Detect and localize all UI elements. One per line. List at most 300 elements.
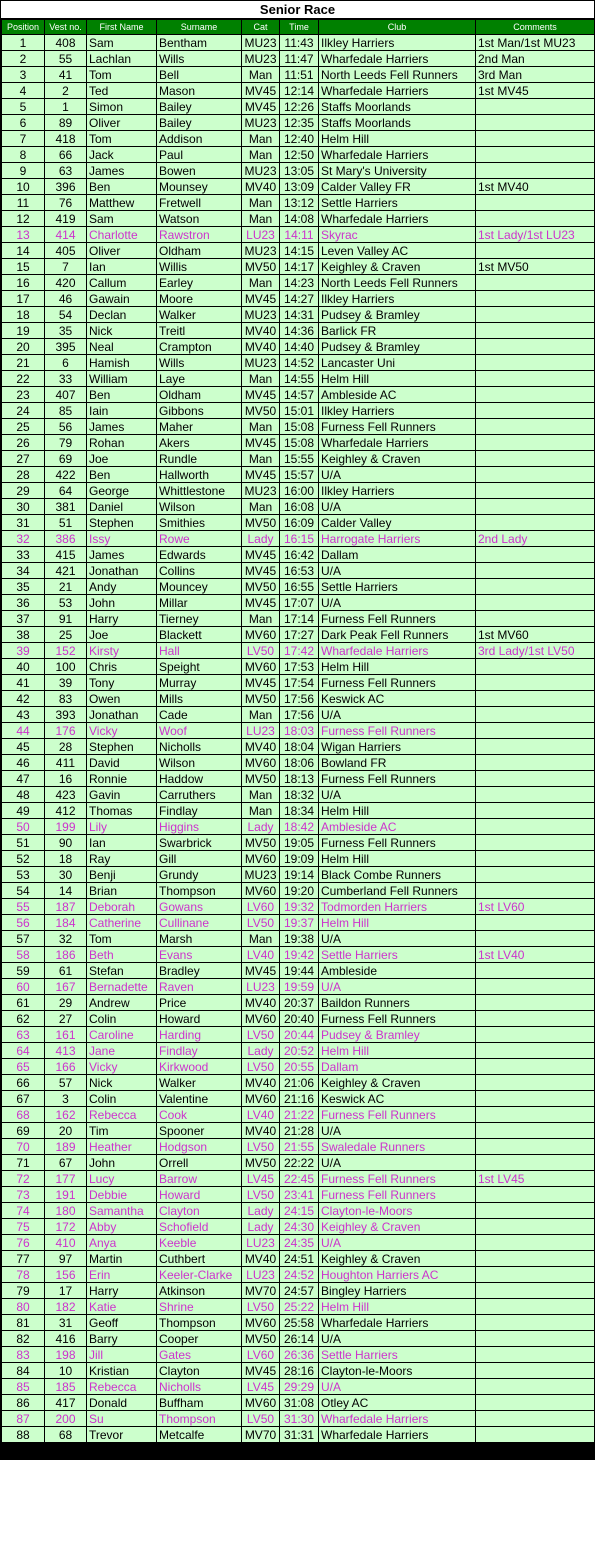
time-cell: 24:30 — [280, 1219, 319, 1235]
first-name-cell: Nick — [87, 323, 157, 339]
table-row — [2, 1219, 595, 1235]
surname-cell: Addison — [157, 131, 242, 147]
vest-no-cell: 416 — [45, 1331, 87, 1347]
comments-cell — [476, 1187, 595, 1203]
cat-cell: MV45 — [242, 1363, 280, 1379]
table-row — [2, 883, 595, 899]
club-cell: Dallam — [319, 547, 476, 563]
vest-no-cell: 57 — [45, 1075, 87, 1091]
position-cell: 60 — [2, 979, 45, 995]
position-cell: 13 — [2, 227, 45, 243]
club-cell: U/A — [319, 707, 476, 723]
first-name-cell: Tom — [87, 931, 157, 947]
time-cell: 18:13 — [280, 771, 319, 787]
surname-cell: Murray — [157, 675, 242, 691]
position-cell: 50 — [2, 819, 45, 835]
surname-cell: Crampton — [157, 339, 242, 355]
cat-cell: LV60 — [242, 899, 280, 915]
table-row — [2, 707, 595, 723]
surname-cell: Walker — [157, 307, 242, 323]
table-row — [2, 307, 595, 323]
vest-no-cell: 200 — [45, 1411, 87, 1427]
comments-cell — [476, 659, 595, 675]
position-cell: 56 — [2, 915, 45, 931]
table-row — [2, 35, 595, 51]
position-cell: 67 — [2, 1091, 45, 1107]
surname-cell: Collins — [157, 563, 242, 579]
first-name-cell: Gavin — [87, 787, 157, 803]
surname-cell: Thompson — [157, 1315, 242, 1331]
vest-no-cell: 21 — [45, 579, 87, 595]
position-cell: 42 — [2, 691, 45, 707]
surname-cell: Bailey — [157, 99, 242, 115]
time-cell: 18:32 — [280, 787, 319, 803]
comments-cell — [476, 819, 595, 835]
cat-cell: LU23 — [242, 1235, 280, 1251]
comments-cell — [476, 883, 595, 899]
surname-cell: Howard — [157, 1011, 242, 1027]
club-cell: Settle Harriers — [319, 1347, 476, 1363]
time-cell: 19:09 — [280, 851, 319, 867]
time-cell: 11:43 — [280, 35, 319, 51]
first-name-cell: Lucy — [87, 1171, 157, 1187]
comments-cell — [476, 963, 595, 979]
vest-no-cell: 408 — [45, 35, 87, 51]
time-cell: 14:36 — [280, 323, 319, 339]
club-cell: Helm Hill — [319, 1043, 476, 1059]
club-cell: Harrogate Harriers — [319, 531, 476, 547]
comments-cell — [476, 435, 595, 451]
vest-no-cell: 89 — [45, 115, 87, 131]
vest-no-cell: 69 — [45, 451, 87, 467]
position-cell: 44 — [2, 723, 45, 739]
comments-cell — [476, 931, 595, 947]
club-cell: Bingley Harriers — [319, 1283, 476, 1299]
column-header-vest-no: Vest no. — [45, 20, 87, 35]
surname-cell: Clayton — [157, 1363, 242, 1379]
time-cell: 13:12 — [280, 195, 319, 211]
vest-no-cell: 83 — [45, 691, 87, 707]
club-cell: Staffs Moorlands — [319, 99, 476, 115]
vest-no-cell: 10 — [45, 1363, 87, 1379]
club-cell: North Leeds Fell Runners — [319, 275, 476, 291]
position-cell: 52 — [2, 851, 45, 867]
club-cell: Wigan Harriers — [319, 739, 476, 755]
time-cell: 19:14 — [280, 867, 319, 883]
comments-cell — [476, 787, 595, 803]
cat-cell: MV45 — [242, 963, 280, 979]
vest-no-cell: 166 — [45, 1059, 87, 1075]
table-row — [2, 803, 595, 819]
comments-cell — [476, 1267, 595, 1283]
cat-cell: LV40 — [242, 1107, 280, 1123]
comments-cell — [476, 1219, 595, 1235]
first-name-cell: John — [87, 595, 157, 611]
time-cell: 19:44 — [280, 963, 319, 979]
vest-no-cell: 85 — [45, 403, 87, 419]
position-cell: 27 — [2, 451, 45, 467]
comments-cell — [476, 547, 595, 563]
vest-no-cell: 420 — [45, 275, 87, 291]
position-cell: 26 — [2, 435, 45, 451]
cat-cell: LV60 — [242, 1347, 280, 1363]
club-cell: Ilkley Harriers — [319, 403, 476, 419]
cat-cell: LV50 — [242, 1059, 280, 1075]
club-cell: U/A — [319, 499, 476, 515]
position-cell: 69 — [2, 1123, 45, 1139]
time-cell: 12:50 — [280, 147, 319, 163]
vest-no-cell: 3 — [45, 1091, 87, 1107]
position-cell: 84 — [2, 1363, 45, 1379]
vest-no-cell: 54 — [45, 307, 87, 323]
position-cell: 48 — [2, 787, 45, 803]
comments-cell: 1st LV40 — [476, 947, 595, 963]
club-cell: Keighley & Craven — [319, 1219, 476, 1235]
club-cell: Helm Hill — [319, 851, 476, 867]
club-cell: Settle Harriers — [319, 579, 476, 595]
footer-bar — [1, 1443, 594, 1459]
club-cell: Helm Hill — [319, 371, 476, 387]
first-name-cell: Donald — [87, 1395, 157, 1411]
table-row — [2, 67, 595, 83]
table-row — [2, 483, 595, 499]
surname-cell: Cuthbert — [157, 1251, 242, 1267]
cat-cell: MU23 — [242, 35, 280, 51]
surname-cell: Findlay — [157, 803, 242, 819]
position-cell: 53 — [2, 867, 45, 883]
table-row — [2, 227, 595, 243]
column-header-comments: Comments — [476, 20, 595, 35]
table-row — [2, 1059, 595, 1075]
club-cell: U/A — [319, 787, 476, 803]
position-cell: 70 — [2, 1139, 45, 1155]
club-cell: U/A — [319, 931, 476, 947]
time-cell: 31:08 — [280, 1395, 319, 1411]
position-cell: 25 — [2, 419, 45, 435]
cat-cell: MV40 — [242, 739, 280, 755]
club-cell: U/A — [319, 563, 476, 579]
club-cell: U/A — [319, 1155, 476, 1171]
comments-cell — [476, 115, 595, 131]
time-cell: 16:00 — [280, 483, 319, 499]
cat-cell: Man — [242, 195, 280, 211]
cat-cell: MV45 — [242, 387, 280, 403]
club-cell: Skyrac — [319, 227, 476, 243]
position-cell: 15 — [2, 259, 45, 275]
club-cell: Ambleside AC — [319, 387, 476, 403]
time-cell: 19:59 — [280, 979, 319, 995]
cat-cell: MV40 — [242, 339, 280, 355]
time-cell: 23:41 — [280, 1187, 319, 1203]
surname-cell: Rawstron — [157, 227, 242, 243]
table-row — [2, 1043, 595, 1059]
first-name-cell: Oliver — [87, 243, 157, 259]
time-cell: 17:56 — [280, 691, 319, 707]
vest-no-cell: 189 — [45, 1139, 87, 1155]
club-cell: U/A — [319, 1379, 476, 1395]
time-cell: 17:42 — [280, 643, 319, 659]
vest-no-cell: 418 — [45, 131, 87, 147]
table-row — [2, 435, 595, 451]
position-cell: 63 — [2, 1027, 45, 1043]
time-cell: 29:29 — [280, 1379, 319, 1395]
vest-no-cell: 411 — [45, 755, 87, 771]
comments-cell — [476, 275, 595, 291]
club-cell: North Leeds Fell Runners — [319, 67, 476, 83]
cat-cell: MV40 — [242, 323, 280, 339]
comments-cell — [476, 611, 595, 627]
cat-cell: Man — [242, 451, 280, 467]
table-row — [2, 1251, 595, 1267]
time-cell: 21:06 — [280, 1075, 319, 1091]
position-cell: 51 — [2, 835, 45, 851]
table-row — [2, 547, 595, 563]
first-name-cell: Trevor — [87, 1427, 157, 1443]
surname-cell: Mouncey — [157, 579, 242, 595]
surname-cell: Haddow — [157, 771, 242, 787]
cat-cell: Man — [242, 211, 280, 227]
time-cell: 22:22 — [280, 1155, 319, 1171]
cat-cell: Man — [242, 707, 280, 723]
vest-no-cell: 25 — [45, 627, 87, 643]
position-cell: 23 — [2, 387, 45, 403]
first-name-cell: Tony — [87, 675, 157, 691]
surname-cell: Whittlestone — [157, 483, 242, 499]
first-name-cell: Deborah — [87, 899, 157, 915]
cat-cell: Man — [242, 275, 280, 291]
club-cell: Ambleside AC — [319, 819, 476, 835]
position-cell: 33 — [2, 547, 45, 563]
club-cell: Baildon Runners — [319, 995, 476, 1011]
table-row — [2, 1299, 595, 1315]
club-cell: Furness Fell Runners — [319, 1011, 476, 1027]
table-row — [2, 867, 595, 883]
position-cell: 10 — [2, 179, 45, 195]
table-row — [2, 1235, 595, 1251]
column-header-surname: Surname — [157, 20, 242, 35]
time-cell: 15:01 — [280, 403, 319, 419]
cat-cell: Lady — [242, 531, 280, 547]
table-row — [2, 947, 595, 963]
cat-cell: MV50 — [242, 1331, 280, 1347]
comments-cell — [476, 1331, 595, 1347]
position-cell: 6 — [2, 115, 45, 131]
time-cell: 12:35 — [280, 115, 319, 131]
position-cell: 83 — [2, 1347, 45, 1363]
table-row — [2, 595, 595, 611]
vest-no-cell: 199 — [45, 819, 87, 835]
time-cell: 17:53 — [280, 659, 319, 675]
table-row — [2, 915, 595, 931]
cat-cell: MV60 — [242, 1315, 280, 1331]
position-cell: 88 — [2, 1427, 45, 1443]
vest-no-cell: 39 — [45, 675, 87, 691]
first-name-cell: Harry — [87, 1283, 157, 1299]
club-cell: Pudsey & Bramley — [319, 339, 476, 355]
vest-no-cell: 64 — [45, 483, 87, 499]
position-cell: 20 — [2, 339, 45, 355]
cat-cell: LV50 — [242, 915, 280, 931]
surname-cell: Kirkwood — [157, 1059, 242, 1075]
position-cell: 85 — [2, 1379, 45, 1395]
vest-no-cell: 414 — [45, 227, 87, 243]
comments-cell: 2nd Man — [476, 51, 595, 67]
comments-cell — [476, 867, 595, 883]
cat-cell: MV40 — [242, 1123, 280, 1139]
club-cell: Ilkley Harriers — [319, 483, 476, 499]
first-name-cell: Jonathan — [87, 707, 157, 723]
time-cell: 14:31 — [280, 307, 319, 323]
table-row — [2, 115, 595, 131]
vest-no-cell: 419 — [45, 211, 87, 227]
column-header-position: Position — [2, 20, 45, 35]
surname-cell: Mounsey — [157, 179, 242, 195]
surname-cell: Gill — [157, 851, 242, 867]
position-cell: 28 — [2, 467, 45, 483]
comments-cell — [476, 211, 595, 227]
cat-cell: LV40 — [242, 947, 280, 963]
vest-no-cell: 381 — [45, 499, 87, 515]
vest-no-cell: 33 — [45, 371, 87, 387]
surname-cell: Watson — [157, 211, 242, 227]
surname-cell: Rundle — [157, 451, 242, 467]
table-row — [2, 99, 595, 115]
vest-no-cell: 63 — [45, 163, 87, 179]
column-header-first-name: First Name — [87, 20, 157, 35]
comments-cell — [476, 1107, 595, 1123]
first-name-cell: Vicky — [87, 723, 157, 739]
comments-cell — [476, 851, 595, 867]
results-table — [1, 19, 595, 1443]
vest-no-cell: 6 — [45, 355, 87, 371]
first-name-cell: Neal — [87, 339, 157, 355]
first-name-cell: Stephen — [87, 515, 157, 531]
cat-cell: LV50 — [242, 1027, 280, 1043]
table-row — [2, 83, 595, 99]
time-cell: 15:08 — [280, 435, 319, 451]
club-cell: Helm Hill — [319, 131, 476, 147]
position-cell: 9 — [2, 163, 45, 179]
table-row — [2, 499, 595, 515]
time-cell: 14:55 — [280, 371, 319, 387]
vest-no-cell: 1 — [45, 99, 87, 115]
time-cell: 21:55 — [280, 1139, 319, 1155]
cat-cell: Man — [242, 67, 280, 83]
column-header-time: Time — [280, 20, 319, 35]
surname-cell: Grundy — [157, 867, 242, 883]
surname-cell: Harding — [157, 1027, 242, 1043]
table-row — [2, 995, 595, 1011]
position-cell: 17 — [2, 291, 45, 307]
vest-no-cell: 16 — [45, 771, 87, 787]
time-cell: 20:37 — [280, 995, 319, 1011]
club-cell: U/A — [319, 1331, 476, 1347]
table-row — [2, 467, 595, 483]
time-cell: 24:35 — [280, 1235, 319, 1251]
time-cell: 16:15 — [280, 531, 319, 547]
vest-no-cell: 415 — [45, 547, 87, 563]
surname-cell: Nicholls — [157, 739, 242, 755]
first-name-cell: Jack — [87, 147, 157, 163]
position-cell: 68 — [2, 1107, 45, 1123]
table-row — [2, 1155, 595, 1171]
first-name-cell: Colin — [87, 1091, 157, 1107]
club-cell: Helm Hill — [319, 1299, 476, 1315]
club-cell: Keighley & Craven — [319, 259, 476, 275]
club-cell: Wharfedale Harriers — [319, 211, 476, 227]
cat-cell: MV60 — [242, 755, 280, 771]
first-name-cell: David — [87, 755, 157, 771]
cat-cell: LU23 — [242, 979, 280, 995]
club-cell: Wharfedale Harriers — [319, 1411, 476, 1427]
position-cell: 19 — [2, 323, 45, 339]
vest-no-cell: 27 — [45, 1011, 87, 1027]
first-name-cell: Stephen — [87, 739, 157, 755]
time-cell: 31:30 — [280, 1411, 319, 1427]
surname-cell: Carruthers — [157, 787, 242, 803]
cat-cell: MV60 — [242, 1091, 280, 1107]
first-name-cell: Kirsty — [87, 643, 157, 659]
surname-cell: Gowans — [157, 899, 242, 915]
table-row — [2, 1411, 595, 1427]
cat-cell: MV70 — [242, 1427, 280, 1443]
comments-cell — [476, 1027, 595, 1043]
first-name-cell: Benji — [87, 867, 157, 883]
surname-cell: Speight — [157, 659, 242, 675]
comments-cell — [476, 723, 595, 739]
position-cell: 7 — [2, 131, 45, 147]
cat-cell: MV45 — [242, 563, 280, 579]
time-cell: 24:52 — [280, 1267, 319, 1283]
vest-no-cell: 156 — [45, 1267, 87, 1283]
comments-cell — [476, 675, 595, 691]
time-cell: 20:55 — [280, 1059, 319, 1075]
time-cell: 16:08 — [280, 499, 319, 515]
surname-cell: Oldham — [157, 387, 242, 403]
club-cell: Wharfedale Harriers — [319, 643, 476, 659]
vest-no-cell: 41 — [45, 67, 87, 83]
surname-cell: Gates — [157, 1347, 242, 1363]
position-cell: 58 — [2, 947, 45, 963]
position-cell: 87 — [2, 1411, 45, 1427]
table-row — [2, 291, 595, 307]
club-cell: Cumberland Fell Runners — [319, 883, 476, 899]
first-name-cell: Catherine — [87, 915, 157, 931]
position-cell: 35 — [2, 579, 45, 595]
first-name-cell: Geoff — [87, 1315, 157, 1331]
surname-cell: Blackett — [157, 627, 242, 643]
surname-cell: Wilson — [157, 499, 242, 515]
first-name-cell: George — [87, 483, 157, 499]
club-cell: Lancaster Uni — [319, 355, 476, 371]
position-cell: 46 — [2, 755, 45, 771]
time-cell: 20:44 — [280, 1027, 319, 1043]
table-row — [2, 739, 595, 755]
first-name-cell: Lachlan — [87, 51, 157, 67]
first-name-cell: Nick — [87, 1075, 157, 1091]
club-cell: Clayton-le-Moors — [319, 1363, 476, 1379]
sheet-title: Senior Race — [1, 1, 594, 19]
time-cell: 21:16 — [280, 1091, 319, 1107]
position-cell: 11 — [2, 195, 45, 211]
surname-cell: Orrell — [157, 1155, 242, 1171]
table-row — [2, 1331, 595, 1347]
table-row — [2, 979, 595, 995]
time-cell: 22:45 — [280, 1171, 319, 1187]
comments-cell — [476, 1283, 595, 1299]
comments-cell: 1st LV45 — [476, 1171, 595, 1187]
comments-cell — [476, 1235, 595, 1251]
